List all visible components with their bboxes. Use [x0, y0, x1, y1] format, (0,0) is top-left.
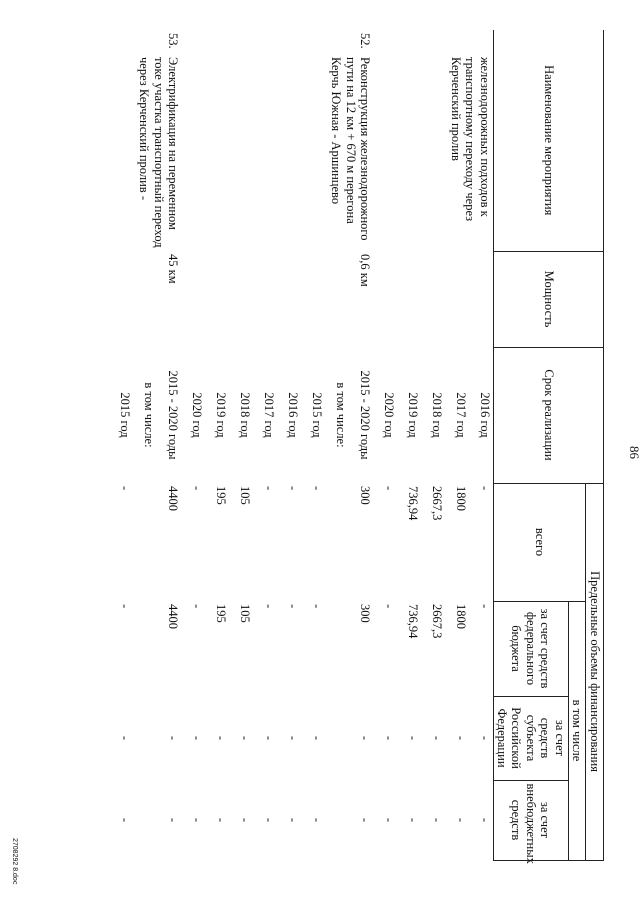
row-extrabudget: - — [286, 817, 301, 823]
row-capacity — [421, 251, 445, 347]
row-total: 736,94 — [406, 486, 421, 521]
row-capacity — [181, 251, 205, 347]
row-number — [109, 30, 133, 54]
row-period: 2015 год — [310, 392, 325, 438]
row-subject: - — [214, 735, 229, 741]
row-federal: 736,94 — [406, 604, 421, 639]
row-number — [277, 30, 301, 54]
row-subject: - — [358, 735, 373, 741]
row-extrabudget: - — [238, 817, 253, 823]
row-extrabudget: - — [166, 817, 181, 823]
header-period: Срок реализации — [493, 347, 603, 483]
row-total: - — [118, 486, 133, 491]
row-subject: - — [118, 735, 133, 741]
row-number — [469, 30, 493, 54]
row-total: - — [190, 486, 205, 491]
row-number — [421, 30, 445, 54]
row-capacity — [253, 251, 277, 347]
row-capacity — [397, 251, 421, 347]
row-total — [133, 483, 157, 601]
header-funding: Предельные объемы финансирования — [586, 483, 604, 860]
row-subject: - — [190, 735, 205, 741]
table-row — [349, 30, 373, 860]
row-extrabudget: - — [382, 817, 397, 823]
row-capacity — [229, 251, 253, 347]
row-extrabudget: - — [454, 817, 469, 823]
row-subject: - — [406, 735, 421, 741]
row-name: Электрификация на переменном токе участка транспортный переход через Керченский пролив - — [137, 57, 181, 248]
row-extrabudget: - — [406, 817, 421, 823]
row-period: 2019 год — [214, 392, 229, 438]
row-federal: - — [310, 604, 325, 609]
row-subject — [325, 696, 349, 780]
row-extrabudget: - — [262, 817, 277, 823]
row-federal: - — [477, 604, 492, 609]
row-total: 195 — [214, 486, 229, 505]
row-name: железнодорожных подходов к транспортному переходу через Керченский пролив — [449, 57, 492, 222]
row-subject: - — [238, 735, 253, 741]
row-number — [325, 30, 349, 54]
row-period: 2018 год — [238, 392, 253, 438]
row-subject: - — [262, 735, 277, 741]
row-subject: - — [310, 735, 325, 741]
row-extrabudget: - — [430, 817, 445, 823]
page-number: 86 — [627, 446, 642, 459]
row-number — [229, 30, 253, 54]
row-period: 2020 год — [190, 392, 205, 438]
row-federal: - — [118, 604, 133, 609]
row-federal: 1800 — [454, 604, 469, 629]
row-total: - — [286, 486, 301, 491]
row-period: 2015 - 2020 годы — [166, 370, 181, 460]
row-period: в том числе: — [334, 382, 349, 448]
row-subject: - — [454, 735, 469, 741]
row-number — [181, 30, 205, 54]
row-number — [301, 30, 325, 54]
row-total: 300 — [358, 486, 373, 505]
row-capacity — [205, 251, 229, 347]
header-total: всего — [493, 483, 585, 601]
header-extrabudget: за счет внебюджетных средств — [493, 780, 568, 860]
row-extrabudget: - — [190, 817, 205, 823]
funding-table — [109, 30, 604, 864]
row-federal: 4400 — [166, 604, 181, 629]
row-total: - — [477, 486, 492, 491]
row-period: 2016 год — [286, 392, 301, 438]
row-subject: - — [430, 735, 445, 741]
row-extrabudget: - — [310, 817, 325, 823]
row-extrabudget: - — [118, 817, 133, 823]
row-number: 52. — [358, 33, 373, 49]
row-total — [325, 483, 349, 601]
row-capacity — [109, 251, 133, 347]
row-number — [205, 30, 229, 54]
row-total: 4400 — [166, 486, 181, 511]
header-federal: за счет средств федерального бюджета — [493, 601, 568, 696]
row-number — [397, 30, 421, 54]
row-subject: - — [382, 735, 397, 741]
row-number — [373, 30, 397, 54]
row-total: - — [382, 486, 397, 491]
header-name: Наименование мероприятия — [493, 30, 603, 251]
row-subject: - — [286, 735, 301, 741]
header-capacity: Мощность — [493, 251, 603, 347]
row-capacity — [373, 251, 397, 347]
row-capacity: 0,6 км — [358, 254, 373, 287]
row-period: 2017 год — [454, 392, 469, 438]
row-subject: - — [477, 735, 492, 741]
row-extrabudget: - — [214, 817, 229, 823]
row-extrabudget: - — [358, 817, 373, 823]
row-capacity — [469, 251, 493, 347]
doc-id: 2708292 8.doc — [11, 838, 18, 885]
row-period: 2015 - 2020 годы — [358, 370, 373, 460]
table-row — [469, 30, 493, 860]
row-extrabudget — [325, 780, 349, 860]
row-number: 53. — [166, 33, 181, 49]
row-total: - — [262, 486, 277, 491]
row-federal: - — [190, 604, 205, 609]
row-period: в том числе: — [142, 382, 157, 448]
row-total: 105 — [238, 486, 253, 505]
header-including: в том числе — [568, 601, 585, 860]
row-period: 2019 год — [406, 392, 421, 438]
row-subject — [133, 696, 157, 780]
row-capacity — [133, 251, 157, 347]
row-total: 1800 — [454, 486, 469, 511]
row-federal: 2667,3 — [430, 604, 445, 639]
row-federal: 105 — [238, 604, 253, 623]
row-federal: - — [286, 604, 301, 609]
row-federal — [133, 601, 157, 696]
row-number — [253, 30, 277, 54]
row-capacity — [325, 251, 349, 347]
row-extrabudget: - — [477, 817, 492, 823]
row-extrabudget — [133, 780, 157, 860]
row-number — [445, 30, 469, 54]
row-period: 2018 год — [430, 392, 445, 438]
row-subject: - — [166, 735, 181, 741]
row-capacity — [445, 251, 469, 347]
row-name: Реконструкция железнодорожного пути на 12 км + 670 м перегона Керчь Южная - Аршинцево — [329, 57, 373, 241]
table-row — [157, 30, 181, 860]
table-body — [109, 30, 493, 860]
row-total: - — [310, 486, 325, 491]
row-period: 2020 год — [382, 392, 397, 438]
row-federal: - — [382, 604, 397, 609]
row-period: 2016 год — [477, 392, 492, 438]
row-period: 2017 год — [262, 392, 277, 438]
row-federal: - — [262, 604, 277, 609]
row-capacity: 45 км — [166, 254, 181, 284]
row-capacity — [277, 251, 301, 347]
header-subject: за счет средств субъекта Российской Федерации — [493, 696, 568, 780]
row-number — [133, 30, 157, 54]
row-capacity — [301, 251, 325, 347]
row-total: 2667,3 — [430, 486, 445, 521]
row-period: 2015 год — [118, 392, 133, 438]
row-federal — [325, 601, 349, 696]
row-federal: 300 — [358, 604, 373, 623]
row-federal: 195 — [214, 604, 229, 623]
